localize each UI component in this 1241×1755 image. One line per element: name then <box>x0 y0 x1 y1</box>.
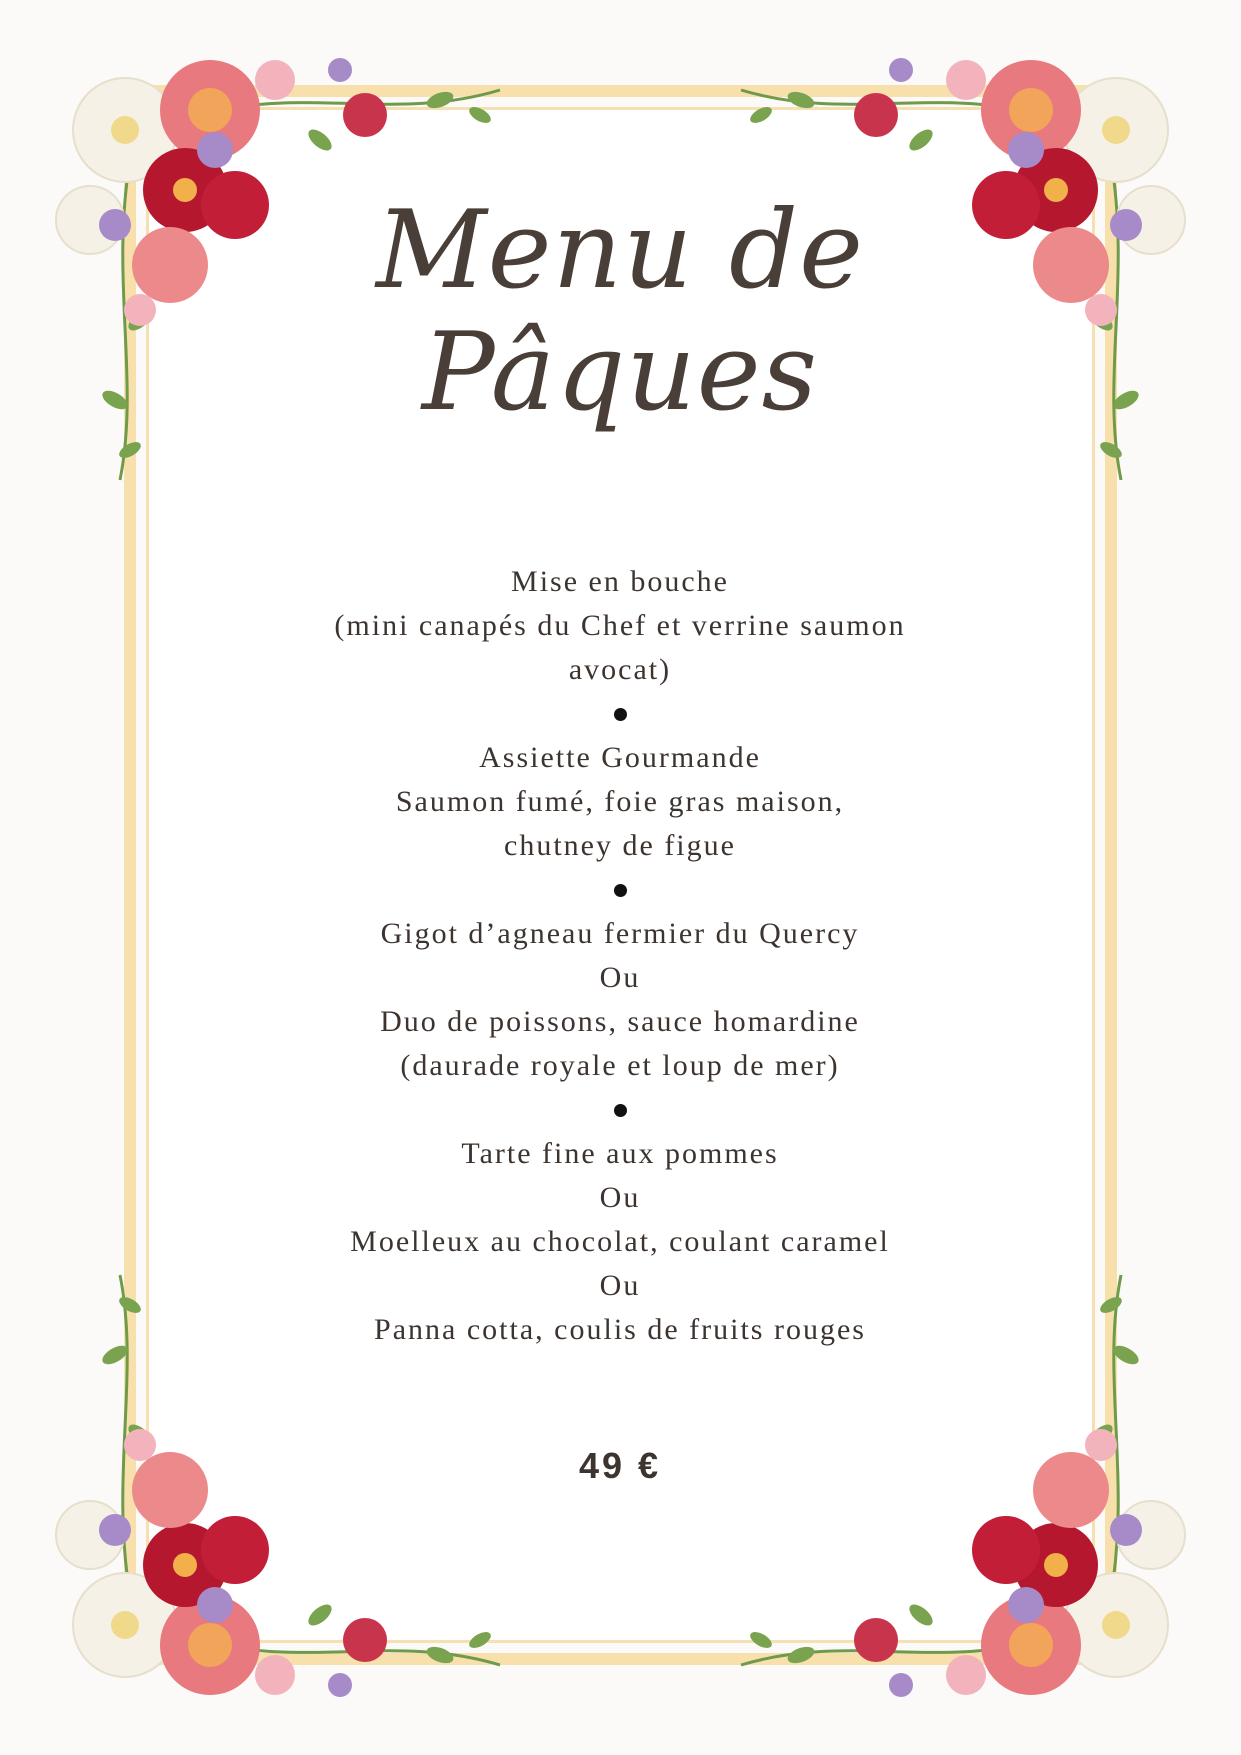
main-option-2-desc: (daurade royale et loup de mer) <box>400 1049 840 1082</box>
plate-name: Assiette Gourmande <box>479 741 761 774</box>
dessert-option-1: Tarte fine aux pommes <box>461 1137 779 1170</box>
course-separator <box>280 1088 960 1132</box>
page-title <box>300 190 940 434</box>
dessert-option-3: Panna cotta, coulis de fruits rouges <box>374 1313 866 1346</box>
starter-desc-line-1: (mini canapés du Chef et verrine saumon <box>334 609 906 642</box>
starter-name: Mise en bouche <box>511 565 729 598</box>
main-option-1: Gigot d’agneau fermier du Quercy <box>380 917 860 950</box>
course-separator <box>280 692 960 736</box>
plate-desc-line-2: chutney de figue <box>504 829 736 862</box>
dessert-or-1: Ou <box>599 1181 641 1214</box>
course-separator <box>280 868 960 912</box>
main-option-2: Duo de poissons, sauce homardine <box>380 1005 860 1038</box>
dessert-option-2: Moelleux au chocolat, coulant caramel <box>350 1225 890 1258</box>
menu-price: 49 € <box>578 1445 662 1486</box>
menu-list <box>280 560 960 1352</box>
bullet-icon <box>614 884 627 897</box>
bullet-icon <box>614 708 627 721</box>
title-line-1: Menu de <box>376 188 864 313</box>
dessert-or-2: Ou <box>599 1269 641 1302</box>
title-line-2: Pâques <box>421 310 819 435</box>
plate-desc-line-1: Saumon fumé, foie gras maison, <box>395 785 845 818</box>
bullet-icon <box>614 1104 627 1117</box>
starter-desc-line-2: avocat) <box>568 653 672 686</box>
main-or: Ou <box>599 961 641 994</box>
